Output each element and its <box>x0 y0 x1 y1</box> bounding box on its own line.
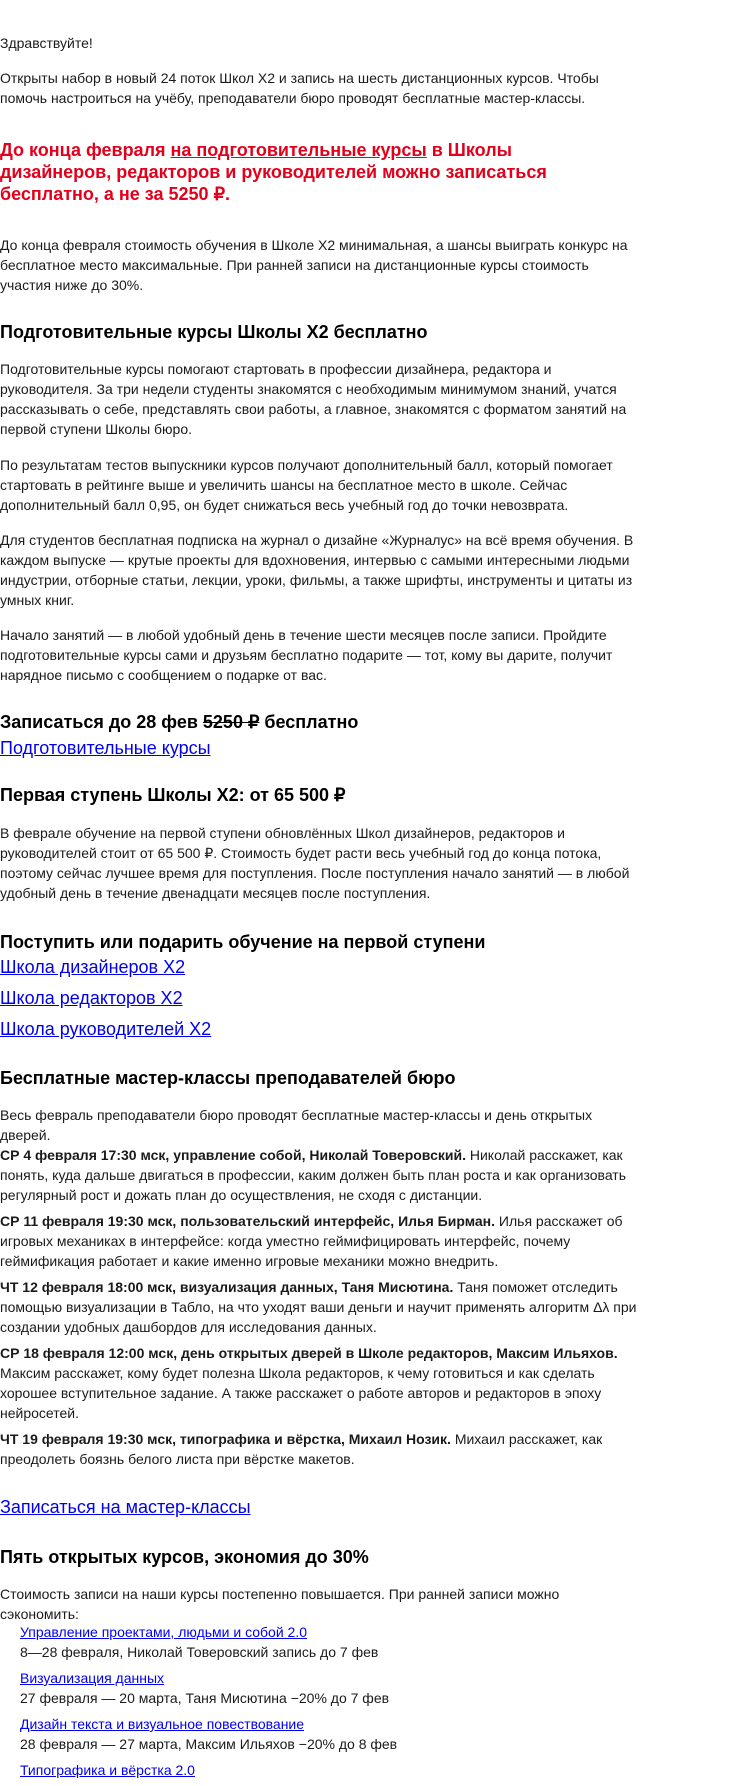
prep-courses-link-wrap <box>0 736 211 760</box>
course-item <box>20 1714 620 1754</box>
promo-banner <box>0 139 560 205</box>
course-item <box>20 1760 620 1780</box>
masterclass-title: СР 4 февраля 17:30 мск, управление собой, Николай Товеровский. <box>0 1147 466 1163</box>
prep-paragraph-1: Подготовительные курсы помогают стартовать в профессии дизайнера, редактора и руководителя. За три недели студенты знакомятся с необходимым минимумом знаний, учатся рассказывать о себе, представлять свои работы, а главное, знакомятся с форматом занятий на первой ступени Школы бюро. <box>0 361 627 437</box>
masterclasses-intro: Весь февраль преподаватели бюро проводят бесплатные мастер-классы и день открытых дверей. <box>0 1107 593 1143</box>
prep-signup-heading <box>0 710 358 734</box>
course-details: 28 февраля — 27 марта, Максим Ильяхов −20% до 8 фев <box>20 1736 398 1752</box>
promo-text-start: До конца февраля <box>0 140 171 160</box>
signup-deadline: Записаться до 28 фев <box>0 712 203 732</box>
promo-prep-courses-link[interactable]: на подготовительные курсы <box>170 140 427 160</box>
intro-text: Открыты набор в новый 24 поток Школ Х2 и запись на шесть дистанционных курсов. Чтобы помочь настроиться на учёбу, преподаватели бюро проводят бесплатные мастер-классы. <box>0 70 599 106</box>
masterclass-title: ЧТ 12 февраля 18:00 мск, визуализация данных, Таня Мисютина. <box>0 1279 454 1295</box>
masterclass-title: ЧТ 19 февраля 19:30 мск, типографика и вёрстка, Михаил Нозик. <box>0 1431 451 1447</box>
prep-paragraph-2: По результатам тестов выпускники курсов получают дополнительный балл, который помогает стартовать в рейтинге выше и увеличить шансы на бесплатное место в школе. Сейчас дополнительный балл 0,95, он будет снижаться весь учебный год до точки невозврата. <box>0 457 613 513</box>
school-link-wrap-editors <box>0 986 183 1010</box>
masterclass-signup-link[interactable]: Записаться на мастер-классы <box>0 1497 251 1517</box>
first-stage-text: В феврале обучение на первой ступени обновлённых Школ дизайнеров, редакторов и руководителей стоит от 65 500 ₽. Стоимость будет расти весь учебный год до конца потока, поэтому сейчас лучшее время для поступления. После поступления начало занятий — в любой удобный день в течение двенадцати месяцев после поступления. <box>0 825 630 901</box>
course-link[interactable]: Управление проектами, людьми и собой 2.0 <box>20 1624 307 1640</box>
masterclass-signup-wrap <box>0 1495 251 1519</box>
prep-paragraph-3: Для студентов бесплатная подписка на журнал о дизайне «Журналус» на всё время обучения. В каждом выпуске — крутые проекты для вдохновения, интервью с самыми интересными людьми индустрии, отборные статьи, лекции, уроки, фильмы, а также шрифты, инструменты и цитаты из умных книг. <box>0 532 634 608</box>
first-stage-heading: Первая ступень Школы Х2: от 65 500 ₽ <box>0 785 346 805</box>
course-item <box>20 1622 620 1662</box>
masterclass-item <box>0 1429 640 1469</box>
course-link[interactable]: Дизайн текста и визуальное повествование <box>20 1716 305 1732</box>
prep-paragraph-4: Начало занятий — в любой удобный день в течение шести месяцев после записи. Пройдите подготовительные курсы сами и друзьям бесплатно подарите — тот, кому вы дарите, получит нарядное письмо с сообщением о подарке от вас. <box>0 627 613 683</box>
prep-courses-link[interactable]: Подготовительные курсы <box>0 738 211 758</box>
prep-heading: Подготовительные курсы Школы Х2 бесплатно <box>0 322 428 342</box>
promo-text-end: в Школы дизайнеров, редакторов и руководителей можно записаться бесплатно, а не за 5250 ₽. <box>0 140 547 204</box>
masterclass-item <box>0 1145 640 1205</box>
courses-heading: Пять открытых курсов, экономия до 30% <box>0 1547 369 1567</box>
masterclass-title: СР 11 февраля 19:30 мск, пользовательский интерфейс, Илья Бирман. <box>0 1213 496 1229</box>
course-details: 27 февраля — 20 марта, Таня Мисютина −20% до 7 фев <box>20 1690 390 1706</box>
greeting: Здравствуйте! <box>0 35 93 51</box>
masterclasses-heading: Бесплатные мастер-классы преподавателей бюро <box>0 1068 456 1088</box>
school-link-wrap-designers <box>0 955 185 979</box>
old-price: 5250 ₽ <box>202 712 260 732</box>
course-item <box>20 1668 620 1708</box>
masterclass-description: Илья расскажет об игровых механиках в интерфейсе: когда уместно геймифицировать интерфейс, почему геймификация работает и какие именно игровые механики можно внедрить. <box>0 1213 623 1269</box>
masterclass-item <box>0 1343 640 1423</box>
course-details: 8—28 февраля, Николай Товеровский запись до 7 фев <box>20 1644 379 1660</box>
masterclass-description: Максим расскажет, кому будет полезна Школа редакторов, к чему готовиться и как сделать хорошее вступительное задание. А также расскажет о работе авторов и редакторов в эпоху нейросетей. <box>0 1365 602 1421</box>
courses-list <box>20 1622 620 1786</box>
masterclass-description: Михаил расскажет, как преодолеть боязнь белого листа при вёрстке макетов. <box>0 1431 603 1467</box>
masterclass-description: Таня поможет отследить помощью визуализации в Табло, на что уходят ваши деньги и научит применять алгоритм Δλ при создании удобных дашбордов для исследования данных. <box>0 1279 637 1335</box>
masterclass-item <box>0 1211 640 1271</box>
masterclass-title: СР 18 февраля 12:00 мск, день открытых дверей в Школе редакторов, Максим Ильяхов. <box>0 1345 618 1361</box>
courses-intro: Стоимость записи на наши курсы постепенно повышается. При ранней записи можно сэкономить: <box>0 1586 560 1622</box>
school-designers-link[interactable]: Школа дизайнеров Х2 <box>0 957 186 977</box>
masterclass-item <box>0 1277 640 1337</box>
course-link[interactable]: Типографика и вёрстка 2.0 <box>20 1762 195 1778</box>
early-pricing-text: До конца февраля стоимость обучения в Школе Х2 минимальная, а шансы выиграть конкурс на бесплатное место максимальные. При ранней записи на дистанционные курсы стоимость участия ниже до 30%. <box>0 237 628 293</box>
masterclass-description: Николай расскажет, как понять, куда дальше двигаться в профессии, каким должен быть план роста и как организовать регулярный рост и дожать план до осуществления, не сходя с дистанции. <box>0 1147 627 1203</box>
course-link[interactable]: Визуализация данных <box>20 1670 165 1686</box>
free-label: бесплатно <box>259 712 359 732</box>
enroll-heading: Поступить или подарить обучение на первой ступени <box>0 932 486 952</box>
school-link-wrap-managers <box>0 1017 211 1041</box>
school-managers-link[interactable]: Школа руководителей Х2 <box>0 1019 212 1039</box>
school-editors-link[interactable]: Школа редакторов Х2 <box>0 988 183 1008</box>
